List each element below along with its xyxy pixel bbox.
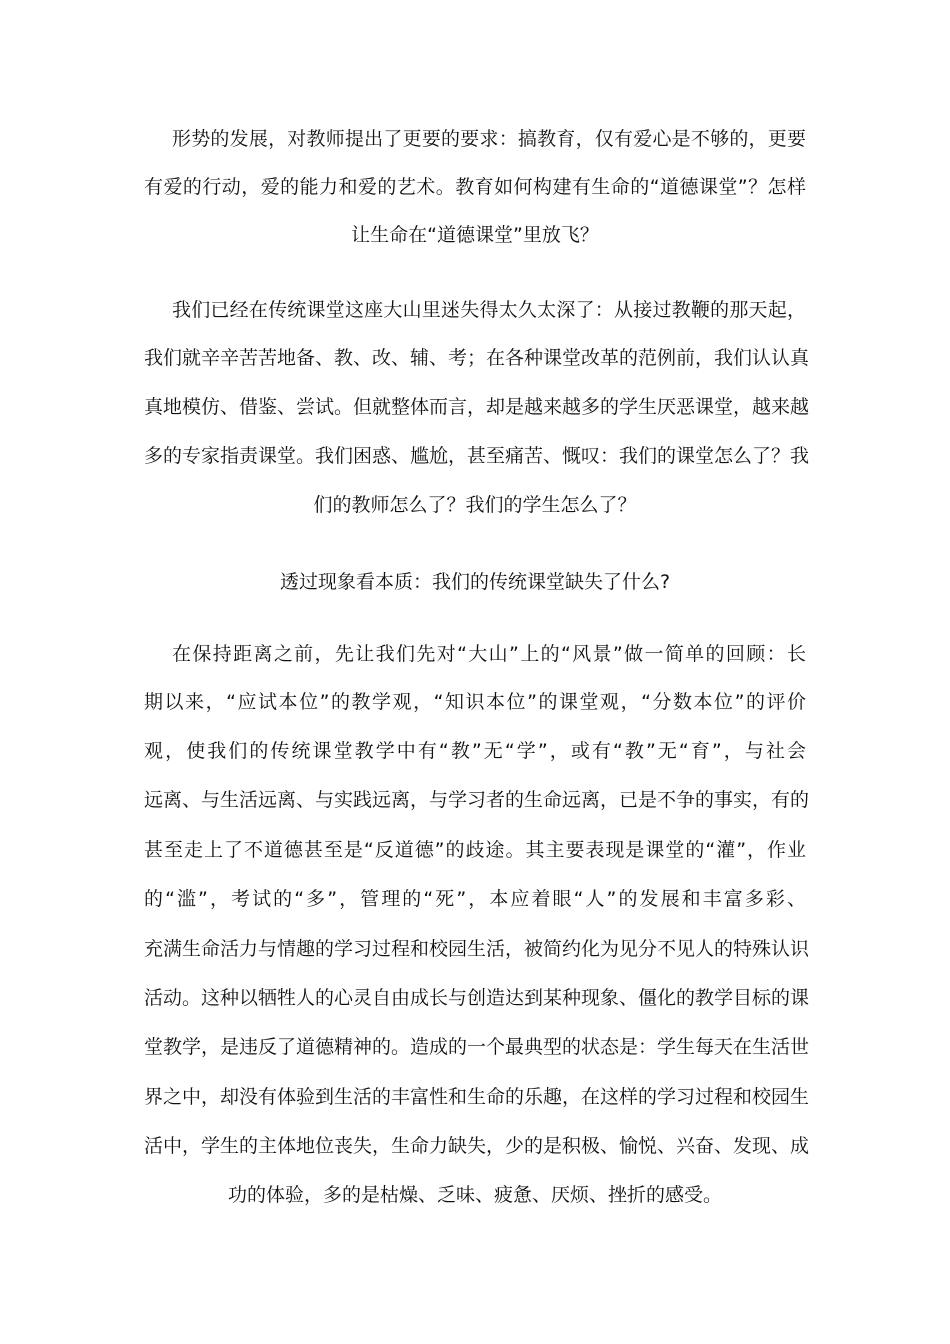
text-line: 甚至走上了不道德甚至是“反道德”的歧途。其主要表现是课堂的“灌”，作业 [144,839,806,861]
text-line: 在保持距离之前，先让我们先对“大山”上的“风景”做一简单的回顾：长 [172,643,806,665]
text-line: 活中，学生的主体地位丧失，生命力缺失，少的是积极、愉悦、兴奋、发现、成 [144,1135,810,1157]
text-line: 界之中，却没有体验到生活的丰富性和生命的乐趣，在这样的学习过程和校园生 [144,1086,810,1108]
text-line: 多的专家指责课堂。我们困惑、尴尬，甚至痛苦、慨叹：我们的课堂怎么了？我 [144,445,810,467]
text-line: 真地模仿、借鉴、尝试。但就整体而言，却是越来越多的学生厌恶课堂，越来越 [144,396,810,418]
text-line: 们的教师怎么了？我们的学生怎么了？ [313,494,637,516]
text-line: 期以来，“应试本位”的教学观，“知识本位”的课堂观，“分数本位”的评价 [144,691,806,713]
text-line: 充满生命活力与情趣的学习过程和校园生活，被简约化为见分不见人的特殊认识 [144,938,810,960]
text-line: 我们就辛辛苦苦地备、教、改、辅、考；在各种课堂改革的范例前，我们认认真 [144,347,810,369]
text-line: 活动。这种以牺牲人的心灵自由成长与创造达到某种现象、僵化的教学目标的课 [144,987,810,1009]
section-question: 透过现象看本质：我们的传统课堂缺失了什么? [279,571,671,593]
text-line: 观，使我们的传统课堂教学中有“教”无“学”，或有“教”无“育”，与社会 [144,740,806,762]
text-line: 堂教学，是违反了道德精神的。造成的一个最典型的状态是：学生每天在生活世 [144,1036,810,1058]
text-line: 我们已经在传统课堂这座大山里迷失得太久太深了：从接过教鞭的那天起， [172,299,806,321]
text-line: 功的体验，多的是枯燥、乏味、疲惫、厌烦、挫折的感受。 [227,1184,722,1206]
text-line: 让生命在“道德课堂”里放飞？ [351,224,599,246]
text-line: 形势的发展，对教师提出了更要的要求：搞教育，仅有爱心是不够的，更要 [172,128,806,150]
text-line: 的“滥”，考试的“多”，管理的“死”，本应着眼“人”的发展和丰富多彩、 [144,888,806,910]
text-line: 远离、与生活远离、与实践远离，与学习者的生命远离，已是不争的事实，有的 [144,789,810,811]
text-line: 有爱的行动，爱的能力和爱的艺术。教育如何构建有生命的“道德课堂”？怎样 [144,176,806,198]
